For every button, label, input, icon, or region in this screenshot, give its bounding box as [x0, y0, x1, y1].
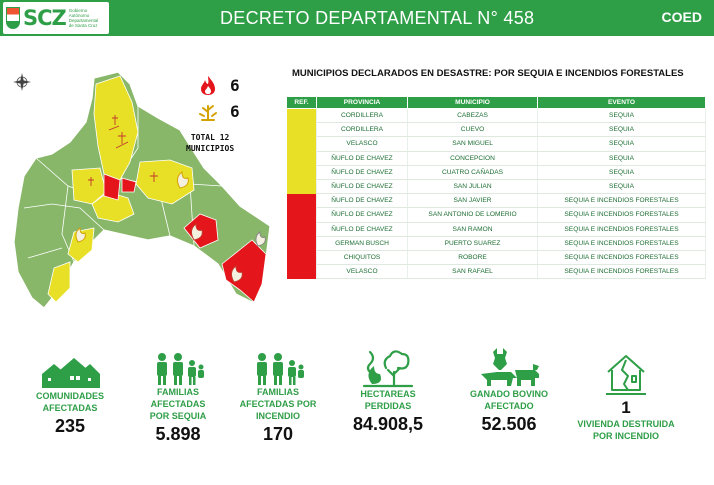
fire-icon	[198, 74, 218, 96]
stat-vivienda-value: 1	[621, 398, 631, 417]
row-ref-color	[287, 137, 317, 151]
org-label: COED	[661, 9, 702, 25]
stat-ganado-label1: GANADO BOVINO	[469, 389, 548, 399]
stat-fi-label1: FAMILIAS	[257, 387, 299, 397]
stat-fi-label3: INCENDIO	[255, 411, 300, 421]
shield-icon	[6, 7, 20, 29]
page-title: DECRETO DEPARTAMENTAL N° 458	[220, 8, 535, 28]
stat-vivienda-label1: VIVIENDA DESTRUIDA	[577, 419, 675, 429]
logo	[3, 2, 109, 34]
col-municipio: MUNICIPIO	[408, 97, 538, 109]
total-line2: MUNICIPIOS	[186, 144, 235, 153]
table-row	[287, 165, 706, 179]
logo-text: SCZ	[23, 6, 66, 30]
table-row	[287, 137, 706, 151]
row-evento: SEQUIA	[538, 165, 706, 179]
stat-familias-sequia	[134, 352, 222, 445]
row-evento: SEQUIA	[538, 179, 706, 193]
stat-comunidades-value: 235	[54, 416, 86, 436]
table-row	[287, 151, 706, 165]
table-title: MUNICIPIOS DECLARADOS EN DESASTRE: POR SEQUIA E INCENDIOS FORESTALES	[292, 68, 684, 79]
family-icon	[152, 352, 204, 386]
table-row	[287, 194, 706, 208]
row-evento: SEQUIA E INCENDIOS FORESTALES	[538, 265, 706, 279]
stat-ganado-label2: AFECTADO	[484, 401, 534, 411]
stat-fs-label3: POR SEQUIA	[149, 411, 207, 421]
table-row	[287, 208, 706, 222]
table-row	[287, 265, 706, 279]
row-evento: SEQUIA	[538, 151, 706, 165]
row-municipio: CABEZAS	[408, 109, 538, 123]
row-provincia: CHIQUITOS	[317, 250, 408, 264]
table-row	[287, 123, 706, 137]
total-municipios	[186, 132, 234, 154]
row-provincia: ÑUFLO DE CHAVEZ	[317, 151, 408, 165]
row-municipio: CUATRO CAÑADAS	[408, 165, 538, 179]
legend-fire-row	[198, 72, 240, 98]
stat-ganado	[458, 348, 560, 435]
row-municipio: SAN RAMON	[408, 222, 538, 236]
row-evento: SEQUIA	[538, 137, 706, 151]
table-body	[287, 109, 706, 279]
compass-icon	[13, 73, 31, 91]
row-ref-color	[287, 222, 317, 236]
drought-count: 6	[230, 101, 240, 121]
row-municipio: SAN RAFAEL	[408, 265, 538, 279]
stat-familias-incendio	[232, 352, 324, 445]
table-row	[287, 109, 706, 123]
stat-hectareas	[338, 348, 438, 435]
row-provincia: ÑUFLO DE CHAVEZ	[317, 194, 408, 208]
stat-ha-label2: PERDIDAS	[364, 401, 412, 411]
fire-count: 6	[230, 75, 240, 95]
row-ref-color	[287, 123, 317, 137]
stat-comunidades	[22, 356, 118, 437]
row-provincia: ÑUFLO DE CHAVEZ	[317, 165, 408, 179]
stat-fs-label2: AFECTADAS	[150, 399, 206, 409]
row-provincia: ÑUFLO DE CHAVEZ	[317, 208, 408, 222]
table-row	[287, 250, 706, 264]
row-ref-color	[287, 265, 317, 279]
stat-ha-value: 84.908,5	[352, 414, 424, 434]
destroyed-house-icon	[604, 352, 648, 396]
row-provincia: VELASCO	[317, 265, 408, 279]
row-provincia: GERMAN BUSCH	[317, 236, 408, 250]
table-header-row	[287, 97, 706, 109]
forest-fire-icon	[360, 348, 416, 388]
stat-comunidades-label2: AFECTADAS	[42, 403, 98, 413]
col-ref: REF.	[287, 97, 317, 109]
row-municipio: ROBORE	[408, 250, 538, 264]
row-municipio: SAN JULIAN	[408, 179, 538, 193]
map-legend	[198, 72, 240, 124]
row-provincia: ÑUFLO DE CHAVEZ	[317, 179, 408, 193]
row-evento: SEQUIA E INCENDIOS FORESTALES	[538, 250, 706, 264]
row-municipio: SAN ANTONIO DE LOMERIO	[408, 208, 538, 222]
total-line1: TOTAL 12	[190, 133, 230, 142]
family-icon	[252, 352, 304, 386]
row-ref-color	[287, 151, 317, 165]
stat-fi-value: 170	[262, 424, 294, 444]
row-evento: SEQUIA	[538, 109, 706, 123]
row-provincia: ÑUFLO DE CHAVEZ	[317, 222, 408, 236]
row-evento: SEQUIA E INCENDIOS FORESTALES	[538, 222, 706, 236]
drought-icon	[198, 100, 218, 122]
stat-fs-value: 5.898	[155, 424, 201, 444]
stat-fs-label1: FAMILIAS	[157, 387, 199, 397]
row-municipio: SAN JAVIER	[408, 194, 538, 208]
row-evento: SEQUIA E INCENDIOS FORESTALES	[538, 194, 706, 208]
stat-fi-label2: AFECTADAS POR	[239, 399, 317, 409]
row-provincia: CORDILLERA	[317, 123, 408, 137]
stat-ha-label1: HECTAREAS	[360, 389, 416, 399]
row-evento: SEQUIA E INCENDIOS FORESTALES	[538, 236, 706, 250]
row-provincia: CORDILLERA	[317, 109, 408, 123]
row-ref-color	[287, 250, 317, 264]
municipios-table	[286, 96, 706, 279]
row-evento: SEQUIA	[538, 123, 706, 137]
header-bar	[0, 0, 714, 36]
cattle-icon	[477, 348, 541, 388]
table-row	[287, 179, 706, 193]
row-ref-color	[287, 194, 317, 208]
stat-vivienda-label2: POR INCENDIO	[592, 431, 659, 441]
row-municipio: CONCEPCION	[408, 151, 538, 165]
table-row	[287, 236, 706, 250]
logo-subtitle: Gobierno Autónomo Departamental de Santa Cruz	[68, 8, 99, 28]
stat-vivienda	[570, 352, 682, 442]
row-provincia: VELASCO	[317, 137, 408, 151]
houses-icon	[38, 356, 102, 390]
stat-ganado-value: 52.506	[481, 414, 537, 434]
row-evento: SEQUIA E INCENDIOS FORESTALES	[538, 208, 706, 222]
row-ref-color	[287, 208, 317, 222]
table-row	[287, 222, 706, 236]
row-municipio: SAN MIGUEL	[408, 137, 538, 151]
row-ref-color	[287, 165, 317, 179]
col-evento: EVENTO	[538, 97, 706, 109]
row-ref-color	[287, 236, 317, 250]
stat-comunidades-label1: COMUNIDADES	[35, 391, 104, 401]
row-municipio: PUERTO SUAREZ	[408, 236, 538, 250]
row-municipio: CUEVO	[408, 123, 538, 137]
col-provincia: PROVINCIA	[317, 97, 408, 109]
row-ref-color	[287, 179, 317, 193]
row-ref-color	[287, 109, 317, 123]
legend-drought-row	[198, 98, 240, 124]
